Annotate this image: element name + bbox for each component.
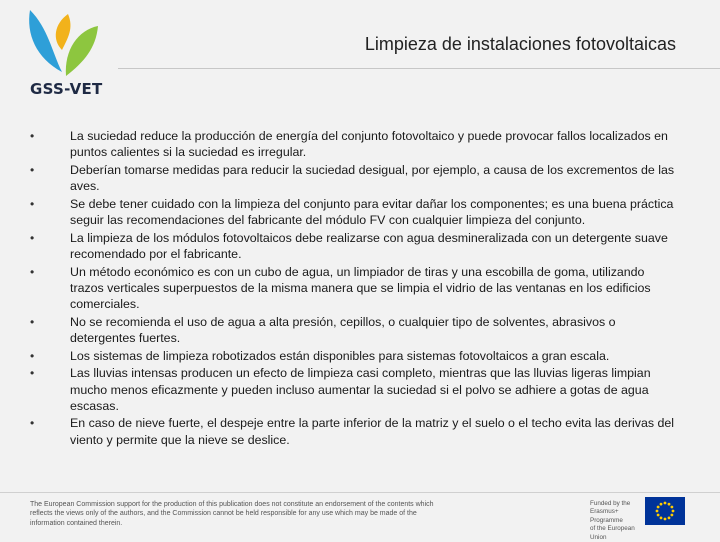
list-item <box>30 264 680 313</box>
bullet-text: En caso de nieve fuerte, el despeje entre la parte inferior de la matriz y el suelo o el techo evita las derivas del viento y permite que la nieve se deslice. <box>70 416 675 447</box>
bullet-marker: • <box>30 348 35 363</box>
list-item <box>30 230 680 262</box>
logo-text: GSS-VET <box>30 80 103 98</box>
bullet-marker: • <box>30 416 35 431</box>
list-item <box>30 128 680 160</box>
list-item <box>30 365 680 414</box>
bullet-text: Los sistemas de limpieza robotizados están disponibles para sistemas fotovoltaicos a gran escala. <box>70 348 610 363</box>
list-item <box>30 162 680 194</box>
funded-line: of the European Union <box>590 525 635 541</box>
footer-divider <box>0 492 720 493</box>
bullet-marker: • <box>30 366 35 381</box>
slide-title: Limpieza de instalaciones fotovoltaicas <box>364 34 676 54</box>
eu-disclaimer: The European Commission support for the production of this publication does not constitute an endorsement of the contents which reflects the views only of the authors, and the Commission cannot be held responsible for any use which may be made of the information contained therein. <box>30 501 434 527</box>
bullet-text: La suciedad reduce la producción de energía del conjunto fotovoltaico y puede provocar fallos localizados en puntos calientes si la suciedad es irregular. <box>70 129 668 160</box>
bullet-marker: • <box>30 129 35 143</box>
bullet-marker: • <box>30 196 35 211</box>
bullet-list <box>30 128 680 449</box>
bullet-text: La limpieza de los módulos fotovoltaicos debe realizarse con agua desmineralizada con un detergente suave recomendado por el fabricante. <box>70 230 668 261</box>
list-item <box>30 415 680 447</box>
funded-line: Funded by the <box>590 500 631 507</box>
leaf-logo-icon <box>22 6 112 86</box>
bullet-marker: • <box>30 314 35 329</box>
list-item <box>30 348 680 364</box>
funded-by-label <box>590 500 646 542</box>
bullet-text: No se recomienda el uso de agua a alta presión, cepillos, o cualquier tipo de solventes, abrasivos o detergentes fuertes. <box>70 314 616 345</box>
bullet-text: Las lluvias intensas producen un efecto de limpieza casi completo, mientras que las lluvias ligeras limpian mucho menos eficazmente y pueden incluso aumentar la suciedad si el polvo se adhiere a gotas de agua escasas. <box>70 366 651 413</box>
list-item <box>30 314 680 346</box>
bullet-text: Se debe tener cuidado con la limpieza del conjunto para evitar dañar los componentes; es una buena práctica seguir las recomendaciones del fabricante del módulo FV con cualquier limpieza del conjunto. <box>70 196 674 228</box>
eu-flag-icon <box>645 497 685 525</box>
funded-line: Erasmus+ Programme <box>590 508 623 524</box>
list-item <box>30 196 680 228</box>
bullet-marker: • <box>30 230 35 245</box>
bullet-marker: • <box>30 264 35 279</box>
title-divider <box>118 68 720 69</box>
bullet-text: Deberían tomarse medidas para reducir la suciedad desigual, por ejemplo, a causa de los excrementos de las aves. <box>70 162 675 194</box>
bullet-text: Un método económico es con un cubo de agua, un limpiador de tiras y una escobilla de goma, utilizando trazos verticales superpuestos de la misma manera que se limpia el vidrio de las ventanas en los edificios comerciales. <box>70 264 651 312</box>
bullet-marker: • <box>30 162 35 177</box>
